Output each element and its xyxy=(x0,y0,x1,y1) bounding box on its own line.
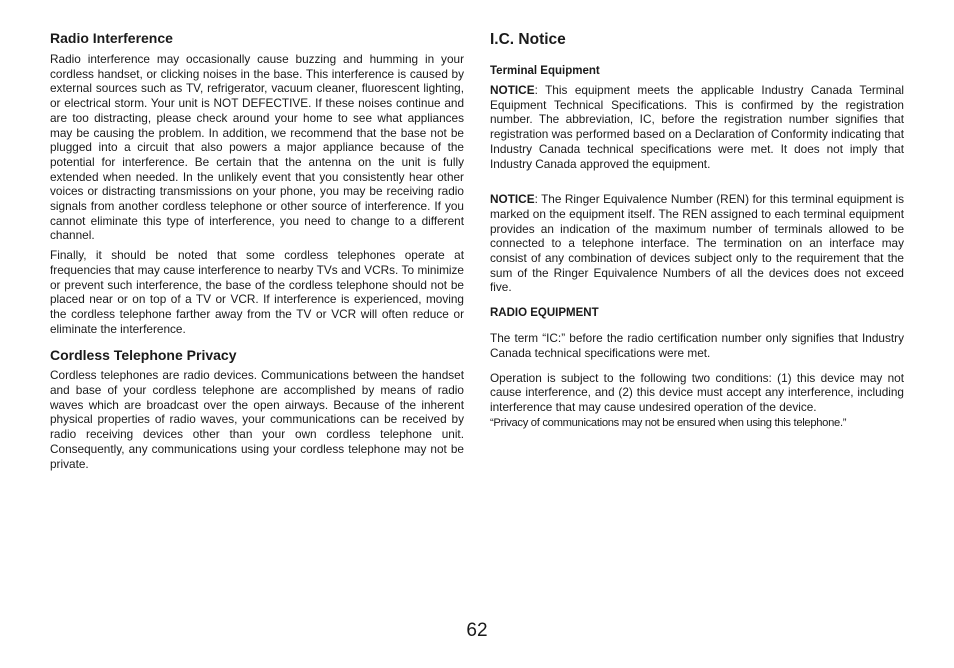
privacy-heading: Cordless Telephone Privacy xyxy=(50,347,237,364)
left-column xyxy=(50,30,464,471)
privacy-note: “Privacy of communications may not be ensured when using this telephone.” xyxy=(490,416,847,429)
radio-equipment-heading: RADIO EQUIPMENT xyxy=(490,307,599,320)
notice-label: NOTICE xyxy=(490,192,535,207)
privacy-paragraph: Cordless telephones are radio devices. Communications between the handset and base of your cordless telephone are accomplished by means of radio waves which are broadcast over the open airways. Because of the inherent physical properties of radio waves, your communications can be received by radio receiving devices other than your own cordless telephone unit. Consequently, any communications using your cordless telephone may not be private. xyxy=(50,368,464,471)
ic-notice-title: I.C. Notice xyxy=(490,31,566,48)
notice-text: : The Ringer Equivalence Number (REN) for this terminal equipment is marked on the equipment itself. The REN assigned to each terminal equipment provides an indication of the maximum number of terminals allowed to be connected to a telephone interface. The termination on an interface may consist of any combination of devices subject only to the requirement that the sum of the Ringer Equivalence Numbers of all the devices does not exceed five. xyxy=(490,192,904,295)
radio-interference-paragraph-2: Finally, it should be noted that some cordless telephones operate at frequencies that may cause interference to nearby TVs and VCRs. To minimize or prevent such interference, the base of the cordless telephone should not be placed near or on top of a TV or VCR. If interference is experienced, moving the cordless telephone farther away from the TV or VCR will often reduce or eliminate the interference. xyxy=(50,248,464,336)
radio-interference-heading: Radio Interference xyxy=(50,30,173,46)
notice-paragraph-1 xyxy=(490,83,904,171)
radio-equipment-paragraph-1: The term “IC:” before the radio certification number only signifies that Industry Canada technical specifications were met. xyxy=(490,331,904,360)
notice-text: : This equipment meets the applicable Industry Canada Terminal Equipment Technical Specifications. This is confirmed by the registration number. The abbreviation, IC, before the registration number signifies that registration was performed based on a Declaration of Conformity indicating that Industry Canada technical specifications were met. It does not imply that Industry Canada approved the equipment. xyxy=(490,83,904,171)
notice-label: NOTICE xyxy=(490,83,535,97)
notice-paragraph-2 xyxy=(490,192,904,295)
page-number: 62 xyxy=(466,620,488,641)
radio-equipment-paragraph-2: Operation is subject to the following two conditions: (1) this device may not cause interference, and (2) this device must accept any interference, including interference that may cause undesired operation of the device. xyxy=(490,370,904,414)
terminal-equipment-heading: Terminal Equipment xyxy=(490,65,600,77)
right-column xyxy=(490,30,904,430)
radio-interference-paragraph-1: Radio interference may occasionally cause buzzing and humming in your cordless handset, or clicking noises in the base. This interference is caused by external sources such as TV, refrigerator, vacuum cleaner, fluorescent lighting, or electrical storm. Your unit is NOT DEFECTIVE. If these noises continue and are too distracting, please check around your home to see what appliances may be causing the problem. In addition, we recommend that the base not be plugged into a circuit that also powers a major appliance because of the potential for interference. Be certain that the antenna on the unit is fully extended when needed. In the unlikely event that you consistently hear other voices or distracting transmissions on your phone, you may be receiving radio signals from another cordless telephone or other source of interference. If you cannot eliminate this type of interference, you need to change to a different channel. xyxy=(50,52,464,243)
